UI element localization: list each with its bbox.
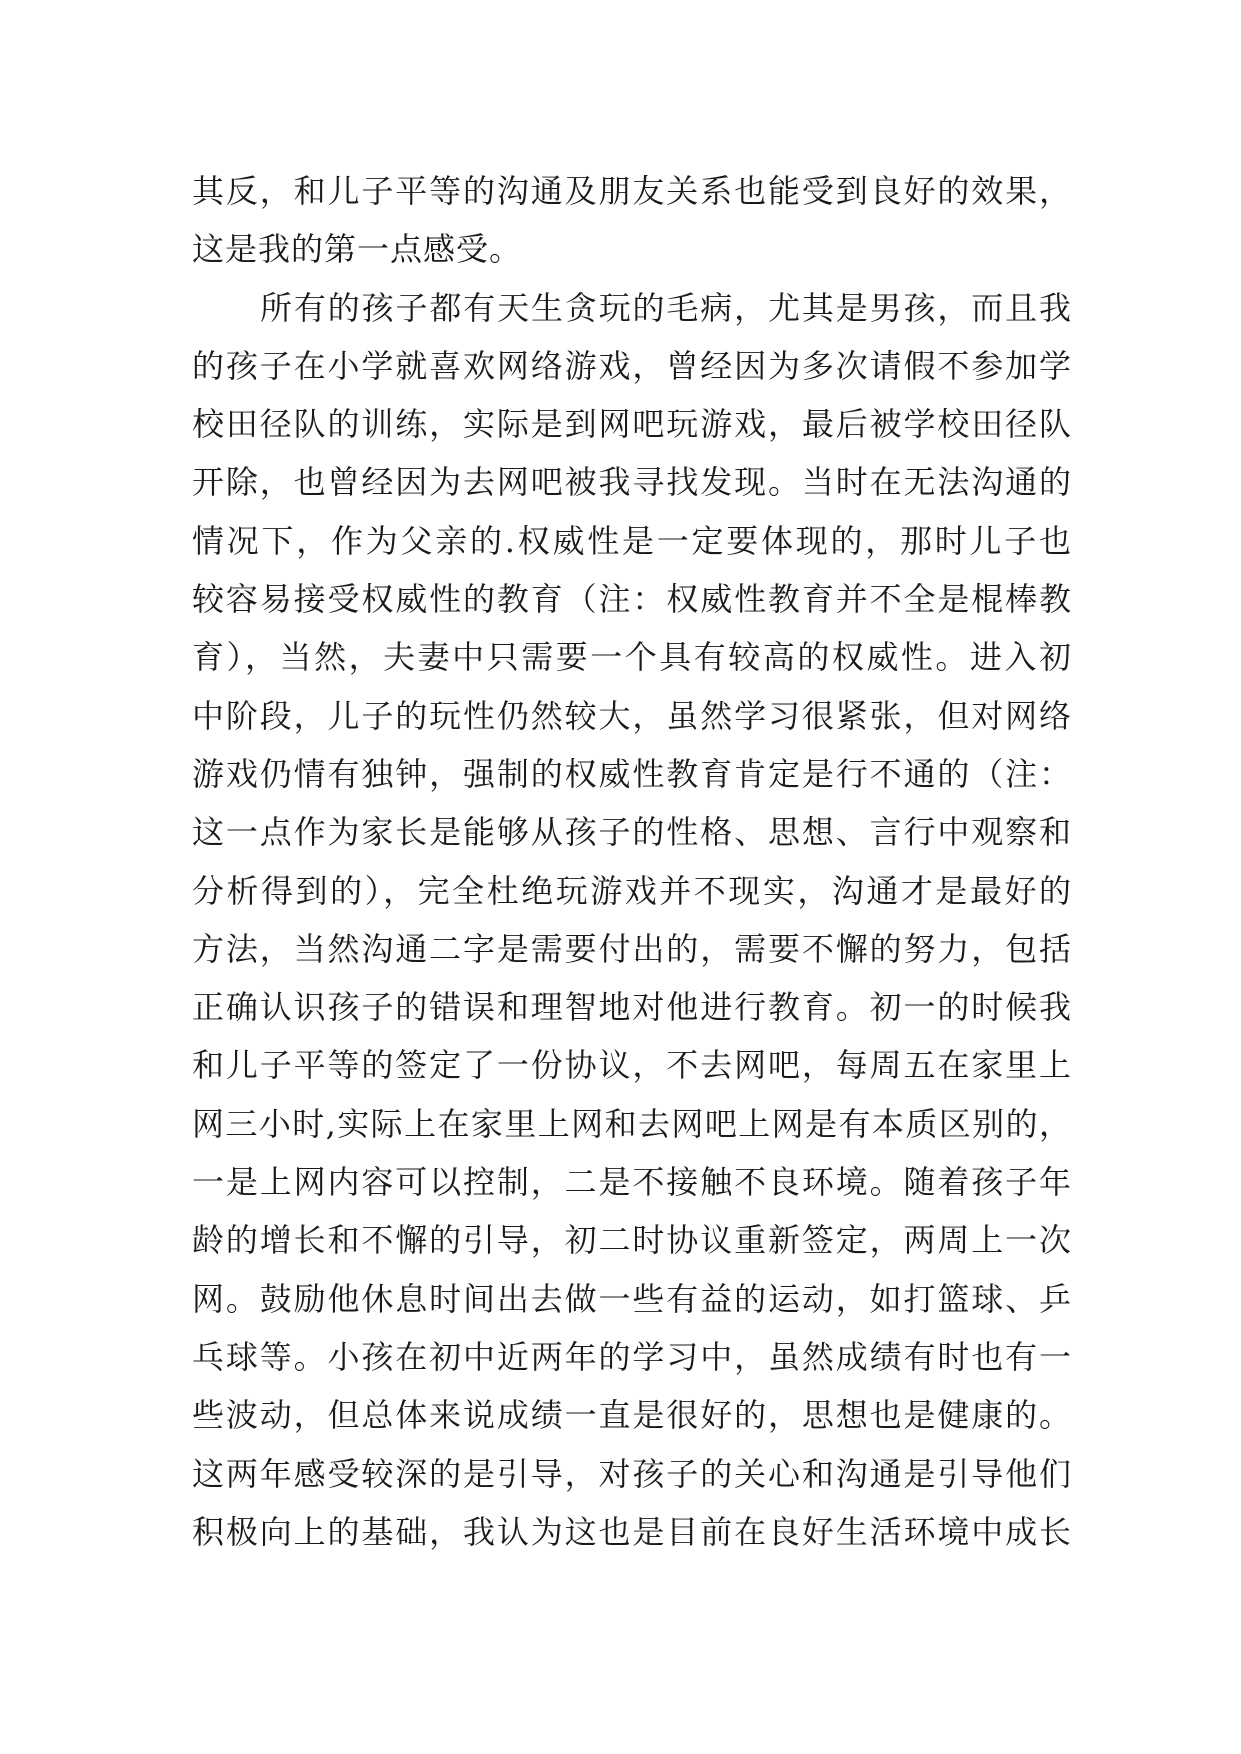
text-line: 校田径队的训练，实际是到网吧玩游戏，最后被学校田径队: [192, 405, 1072, 444]
text-line: 龄的增长和不懈的引导，初二时协议重新签定，两周上一次: [192, 1221, 1072, 1260]
text-line: 网三小时,实际上在家里上网和去网吧上网是有本质区别的，: [192, 1104, 1072, 1143]
text-line: 育），当然，夫妻中只需要一个具有较高的权威性。进入初: [192, 638, 1072, 677]
text-line: 正确认识孩子的错误和理智地对他进行教育。初一的时候我: [192, 988, 1072, 1027]
text-line: 这两年感受较深的是引导，对孩子的关心和沟通是引导他们: [192, 1454, 1072, 1493]
text-line: 较容易接受权威性的教育（注：权威性教育并不全是棍棒教: [192, 580, 1072, 619]
text-line: 情况下，作为父亲的.权威性是一定要体现的，那时儿子也: [192, 521, 1072, 560]
text-line: 这一点作为家长是能够从孩子的性格、思想、言行中观察和: [192, 813, 1072, 852]
text-line: 积极向上的基础，我认为这也是目前在良好生活环境中成长: [192, 1512, 1072, 1551]
text-line: 中阶段，儿子的玩性仍然较大，虽然学习很紧张，但对网络: [192, 696, 1072, 735]
text-line: 分析得到的），完全杜绝玩游戏并不现实，沟通才是最好的: [192, 871, 1072, 910]
body-text: [192, 162, 1072, 1561]
text-line: 这是我的第一点感受。: [192, 230, 523, 269]
text-line: 一是上网内容可以控制，二是不接触不良环境。随着孩子年: [192, 1163, 1072, 1202]
text-line: 乓球等。小孩在初中近两年的学习中，虽然成绩有时也有一: [192, 1337, 1072, 1376]
text-line: 网。鼓励他休息时间出去做一些有益的运动，如打篮球、乒: [192, 1279, 1072, 1318]
text-line: 的孩子在小学就喜欢网络游戏，曾经因为多次请假不参加学: [192, 346, 1072, 385]
paragraph-first-line: 所有的孩子都有天生贪玩的毛病，尤其是男孩，而且我: [260, 288, 1072, 327]
text-line: 和儿子平等的签定了一份协议，不去网吧，每周五在家里上: [192, 1046, 1072, 1085]
text-line: 开除，也曾经因为去网吧被我寻找发现。当时在无法沟通的: [192, 463, 1072, 502]
text-line: 其反，和儿子平等的沟通及朋友关系也能受到良好的效果，: [192, 172, 1072, 210]
text-line: 些波动，但总体来说成绩一直是很好的，思想也是健康的。: [192, 1396, 1072, 1435]
text-line: 方法，当然沟通二字是需要付出的，需要不懈的努力，包括: [192, 929, 1072, 968]
text-line: 游戏仍情有独钟，强制的权威性教育肯定是行不通的（注：: [192, 754, 1072, 793]
